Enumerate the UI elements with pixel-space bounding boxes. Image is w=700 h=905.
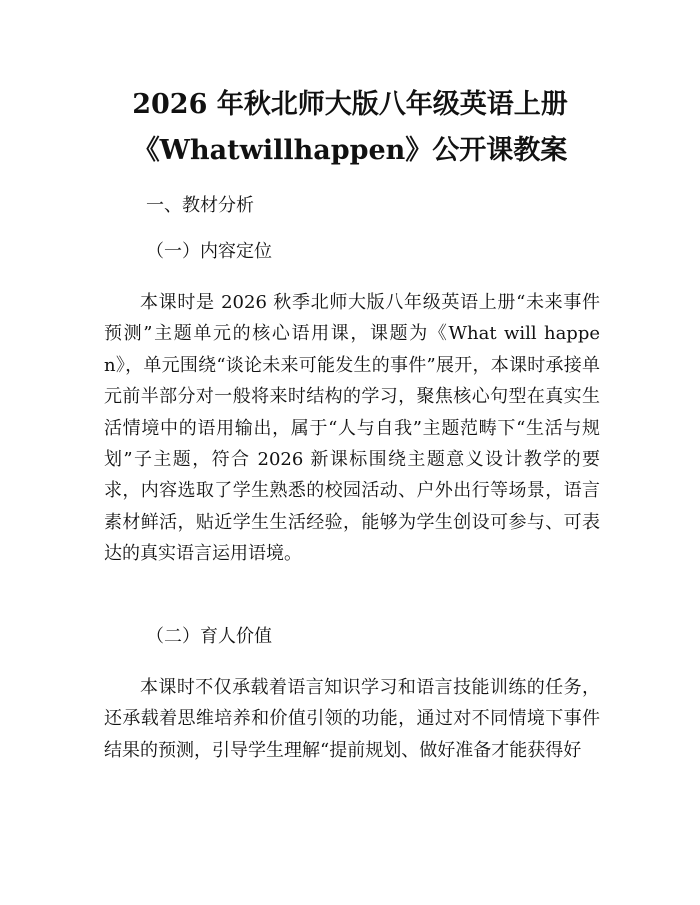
subsection-heading-content-positioning: （一）内容定位 (146, 241, 272, 262)
paragraph-educational-value: 本课时不仅承载着语言知识学习和语言技能训练的任务，还承载着思维培养和价值引领的功能，通过对不同情境下事件结果的预测，引导学生理解“提前规划、做好准备才能获得好 (104, 677, 600, 761)
section-heading-textbook-analysis: 一、教材分析 (146, 195, 254, 216)
document-title-line-2: 《Whatwillhappen》公开课教案 (132, 135, 568, 166)
document-title-line-1: 2026 年秋北师大版八年级英语上册 (132, 89, 568, 120)
subsection-heading-educational-value: （二）育人价值 (146, 626, 272, 647)
paragraph-content-positioning: 本课时是 2026 秋季北师大版八年级英语上册“未来事件预测”主题单元的核心语用课，课题为《What will happen》，单元围绕“谈论未来可能发生的事件”展开，本课时承接单元前半部分对一般将来时结构的学习，聚焦核心句型在真实生活情境中的语用输出，属于“人与自我”主题范畴下“生活与规划”子主题，符合 2026 新课标围绕主题意义设计教学的要求，内容选取了学生熟悉的校园活动、户外出行等场景，语言素材鲜活，贴近学生生活经验，能够为学生创设可参与、可表达的真实语言运用语境。 (104, 292, 600, 565)
